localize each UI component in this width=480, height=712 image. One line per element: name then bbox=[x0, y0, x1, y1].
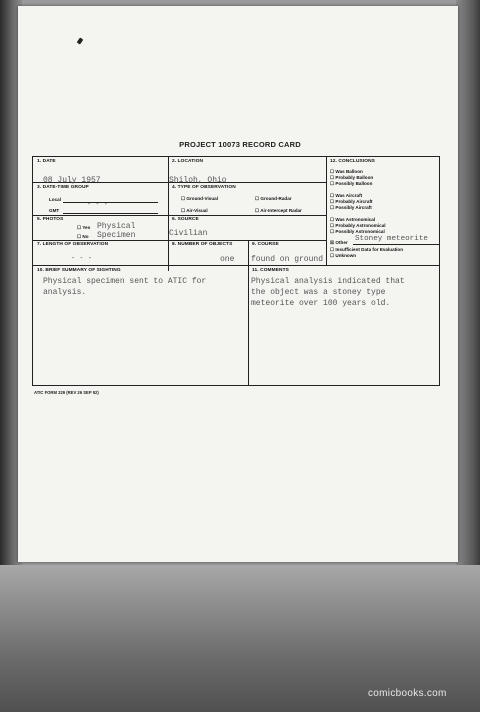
source-label: 6. SOURCE bbox=[172, 217, 199, 222]
conclusion-possibly-astronomical: ☐ Possibly Astronomical bbox=[330, 229, 385, 234]
checkbox-icon: ☐ bbox=[255, 196, 260, 201]
photos-no: ☐ No bbox=[77, 234, 89, 239]
conclusion-insufficient-data: ☐ Insufficient Data for Evaluation bbox=[330, 247, 404, 252]
conclusion-other: ☒ Other bbox=[330, 240, 348, 245]
watermark-text: comicbooks.com bbox=[368, 688, 447, 699]
checkbox-icon: ☐ bbox=[330, 247, 335, 252]
location-label: 2. LOCATION bbox=[172, 159, 204, 164]
length-of-observation-label: 7. LENGTH OF OBSERVATION bbox=[37, 242, 109, 247]
conclusion-probably-astronomical: ☐ Probably Astronomical bbox=[330, 223, 386, 228]
checkbox-icon: ☐ bbox=[255, 208, 260, 213]
divider bbox=[326, 157, 327, 265]
photos-note-physical: Physical bbox=[97, 222, 136, 231]
checkbox-icon: ☐ bbox=[330, 217, 335, 222]
type-of-observation-label: 4. TYPE OF OBSERVATION bbox=[172, 185, 236, 190]
course-label: 9. COURSE bbox=[252, 242, 279, 247]
conclusion-possibly-balloon: ☐ Possibly Balloon bbox=[330, 181, 373, 186]
checkbox-icon: ☐ bbox=[330, 193, 335, 198]
record-card-form bbox=[32, 156, 440, 386]
comments-value: Physical analysis indicated that the object was a stoney type meteorite over 100 years old. bbox=[251, 277, 405, 308]
divider bbox=[33, 265, 440, 266]
checkbox-icon: ☐ bbox=[330, 223, 335, 228]
observation-ground-visual: ☐ Ground-Visual bbox=[181, 196, 218, 201]
divider bbox=[248, 265, 249, 386]
date-label: 1. DATE bbox=[37, 159, 56, 164]
course-value: found on ground bbox=[251, 255, 324, 264]
card-title: PROJECT 10073 RECORD CARD bbox=[179, 140, 301, 149]
divider bbox=[248, 240, 249, 265]
date-value: 08 July 1957 bbox=[43, 176, 101, 185]
checkbox-icon: ☐ bbox=[181, 196, 186, 201]
divider bbox=[33, 240, 326, 241]
date-time-group-label: 3. DATE-TIME GROUP bbox=[37, 185, 89, 190]
photos-label: 5. PHOTOS bbox=[37, 217, 64, 222]
observation-ground-radar: ☐ Ground-Radar bbox=[255, 196, 292, 201]
conclusion-possibly-aircraft: ☐ Possibly Aircraft bbox=[330, 205, 372, 210]
number-of-objects-value: one bbox=[220, 255, 235, 264]
photos-note-specimen: Specimen bbox=[97, 231, 136, 240]
conclusion-other-value: Stoney meteorite bbox=[355, 235, 428, 243]
conclusion-probably-balloon: ☐ Probably Balloon bbox=[330, 175, 374, 180]
brief-summary-value: Physical specimen sent to ATIC for analysis. bbox=[43, 277, 207, 297]
checkbox-icon: ☐ bbox=[330, 253, 335, 258]
form-number: ATIC FORM 329 (REV 26 SEP 52) bbox=[34, 390, 99, 395]
observation-air-intercept-radar: ☐ Air-Intercept Radar bbox=[255, 208, 302, 213]
divider bbox=[33, 215, 326, 216]
gmt-time-label: GMT bbox=[49, 208, 60, 213]
gmt-time-value: - - - bbox=[87, 201, 109, 209]
checkbox-icon: ☐ bbox=[330, 205, 335, 210]
checkbox-icon: ☐ bbox=[77, 234, 82, 239]
comments-label: 11. COMMENTS bbox=[252, 268, 289, 273]
gmt-time-line bbox=[63, 213, 158, 214]
conclusion-was-balloon: ☐ Was Balloon bbox=[330, 169, 363, 174]
local-time-line bbox=[63, 202, 158, 203]
location-value: Shiloh, Ohio bbox=[169, 176, 227, 185]
observation-air-visual: ☐ Air-Visual bbox=[181, 208, 208, 213]
scan-speck bbox=[77, 37, 84, 44]
conclusion-unknown: ☐ Unknown bbox=[330, 253, 357, 258]
checkbox-icon: ☐ bbox=[330, 169, 335, 174]
source-value: Civilian bbox=[169, 229, 208, 238]
divider bbox=[168, 157, 169, 271]
length-of-observation-value: - - - bbox=[71, 255, 93, 263]
checkbox-icon: ☐ bbox=[77, 225, 82, 230]
conclusion-probably-aircraft: ☐ Probably Aircraft bbox=[330, 199, 373, 204]
brief-summary-label: 10. BRIEF SUMMARY OF SIGHTING bbox=[37, 268, 121, 273]
number-of-objects-label: 8. NUMBER OF OBJECTS bbox=[172, 242, 233, 247]
checked-box-icon: ☒ bbox=[330, 240, 335, 245]
conclusion-was-aircraft: ☐ Was Aircraft bbox=[330, 193, 363, 198]
conclusion-was-astronomical: ☐ Was Astronomical bbox=[330, 217, 376, 222]
conclusions-label: 12. CONCLUSIONS bbox=[330, 159, 375, 164]
checkbox-icon: ☐ bbox=[330, 199, 335, 204]
checkbox-icon: ☐ bbox=[181, 208, 186, 213]
photos-yes: ☐ Yes bbox=[77, 225, 91, 230]
checkbox-icon: ☐ bbox=[330, 181, 335, 186]
local-time-label: Local bbox=[49, 197, 61, 202]
checkbox-icon: ☐ bbox=[330, 175, 335, 180]
conclusion-other-line bbox=[353, 244, 439, 245]
checkbox-icon: ☐ bbox=[330, 229, 335, 234]
